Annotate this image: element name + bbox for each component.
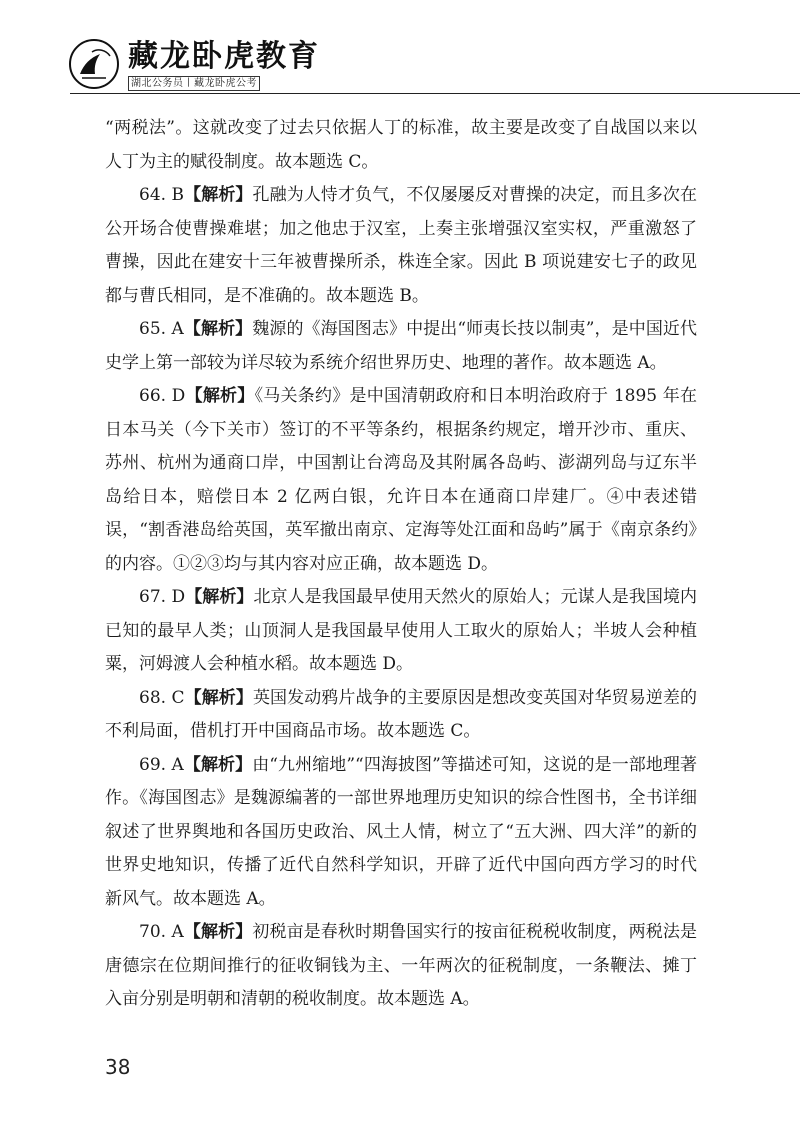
brand-title: 藏龙卧虎教育 xyxy=(128,39,320,74)
answer-69 xyxy=(105,749,697,917)
answer-68 xyxy=(105,682,697,749)
answer-text: 由“九州缩地”“四海披图”等描述可知，这说的是一部地理著作。《海国图志》是魏源编著的一部世界地理历史知识的综合性图书，全书详细叙述了世界舆地和各国历史政治、风土人情，树立了“五大洲、四大洋”的新的世界史地知识，传播了近代自然科学知识，开辟了近代中国向西方学习的时代新风气。故本题选 A。 xyxy=(105,754,698,909)
analysis-marker: 【解析】 xyxy=(184,687,253,708)
answer-text: 《马关条约》是中国清朝政府和日本明治政府于 1895 年在日本马关（今下关市）签订的不平等条约，根据条约规定，增开沙市、重庆、苏州、杭州为通商口岸，中国割让台湾岛及其附属各岛屿、澎湖列岛与辽东半岛给日本，赔偿日本 2 亿两白银，允许日本在通商口岸建厂。④中表述错误，“割香港岛给英国，英军撤出南京、定海等处江面和岛屿”属于《南京条约》的内容。①②③均与其内容对应正确，故本题选 D。 xyxy=(105,386,698,574)
answer-64 xyxy=(105,179,697,313)
page-number: 38 xyxy=(105,1055,131,1079)
answer-text: 北京人是我国最早使用天然火的原始人；元谋人是我国境内已知的最早人类；山顶洞人是我国最早使用人工取火的原始人；半坡人会种植粟，河姆渡人会种植水稻。故本题选 D。 xyxy=(105,587,698,674)
answer-text: 英国发动鸦片战争的主要原因是想改变英国对华贸易逆差的不利局面，借机打开中国商品市场。故本题选 C。 xyxy=(105,687,698,741)
answer-number: 70. A xyxy=(139,922,184,942)
answer-number: 68. C xyxy=(139,687,185,708)
answer-number: 66. D xyxy=(139,386,186,406)
answer-number: 64. B xyxy=(139,185,185,205)
answer-number: 67. D xyxy=(139,587,186,607)
answer-text: 孔融为人恃才负气，不仅屡屡反对曹操的决定，而且多次在公开场合使曹操难堪；加之他忠于汉室，上奏主张增强汉室实权，严重激怒了曹操，因此在建安十三年被曹操所杀，株连全家。因此 B 项说建安七子的政见都与曹氏相同，是不准确的。故本题选 B。 xyxy=(105,185,697,306)
answer-text: 魏源的《海国图志》中提出“师夷长技以制夷”，是中国近代史学上第一部较为详尽较为系统介绍世界历史、地理的著作。故本题选 A。 xyxy=(105,319,697,373)
answer-70 xyxy=(105,916,697,1017)
page-header xyxy=(0,0,800,96)
answer-67 xyxy=(105,581,697,682)
answer-number: 65. A xyxy=(139,319,184,339)
answer-66 xyxy=(105,380,697,581)
brand-subtitle: 湖北公务员丨藏龙卧虎公考 xyxy=(128,76,260,91)
brand-logo-icon xyxy=(68,38,120,90)
analysis-marker: 【解析】 xyxy=(185,587,254,607)
answer-explanations xyxy=(105,112,697,1017)
intro-paragraph: “两税法”。这就改变了过去只依据人丁的标准，故主要是改变了自战国以来以人丁为主的赋役制度。故本题选 C。 xyxy=(105,118,697,172)
analysis-marker: 【解析】 xyxy=(183,754,253,775)
answer-number: 69. A xyxy=(139,754,184,775)
analysis-marker: 【解析】 xyxy=(183,922,253,942)
analysis-marker: 【解析】 xyxy=(185,386,255,406)
analysis-marker: 【解析】 xyxy=(184,185,253,205)
header-divider xyxy=(70,93,800,94)
analysis-marker: 【解析】 xyxy=(183,319,253,339)
answer-text: 初税亩是春秋时期鲁国实行的按亩征税税收制度，两税法是唐德宗在位期间推行的征收铜钱为主、一年两次的征税制度，一条鞭法、摊丁入亩分别是明朝和清朝的税收制度。故本题选 A。 xyxy=(105,922,698,1009)
answer-65 xyxy=(105,313,697,380)
